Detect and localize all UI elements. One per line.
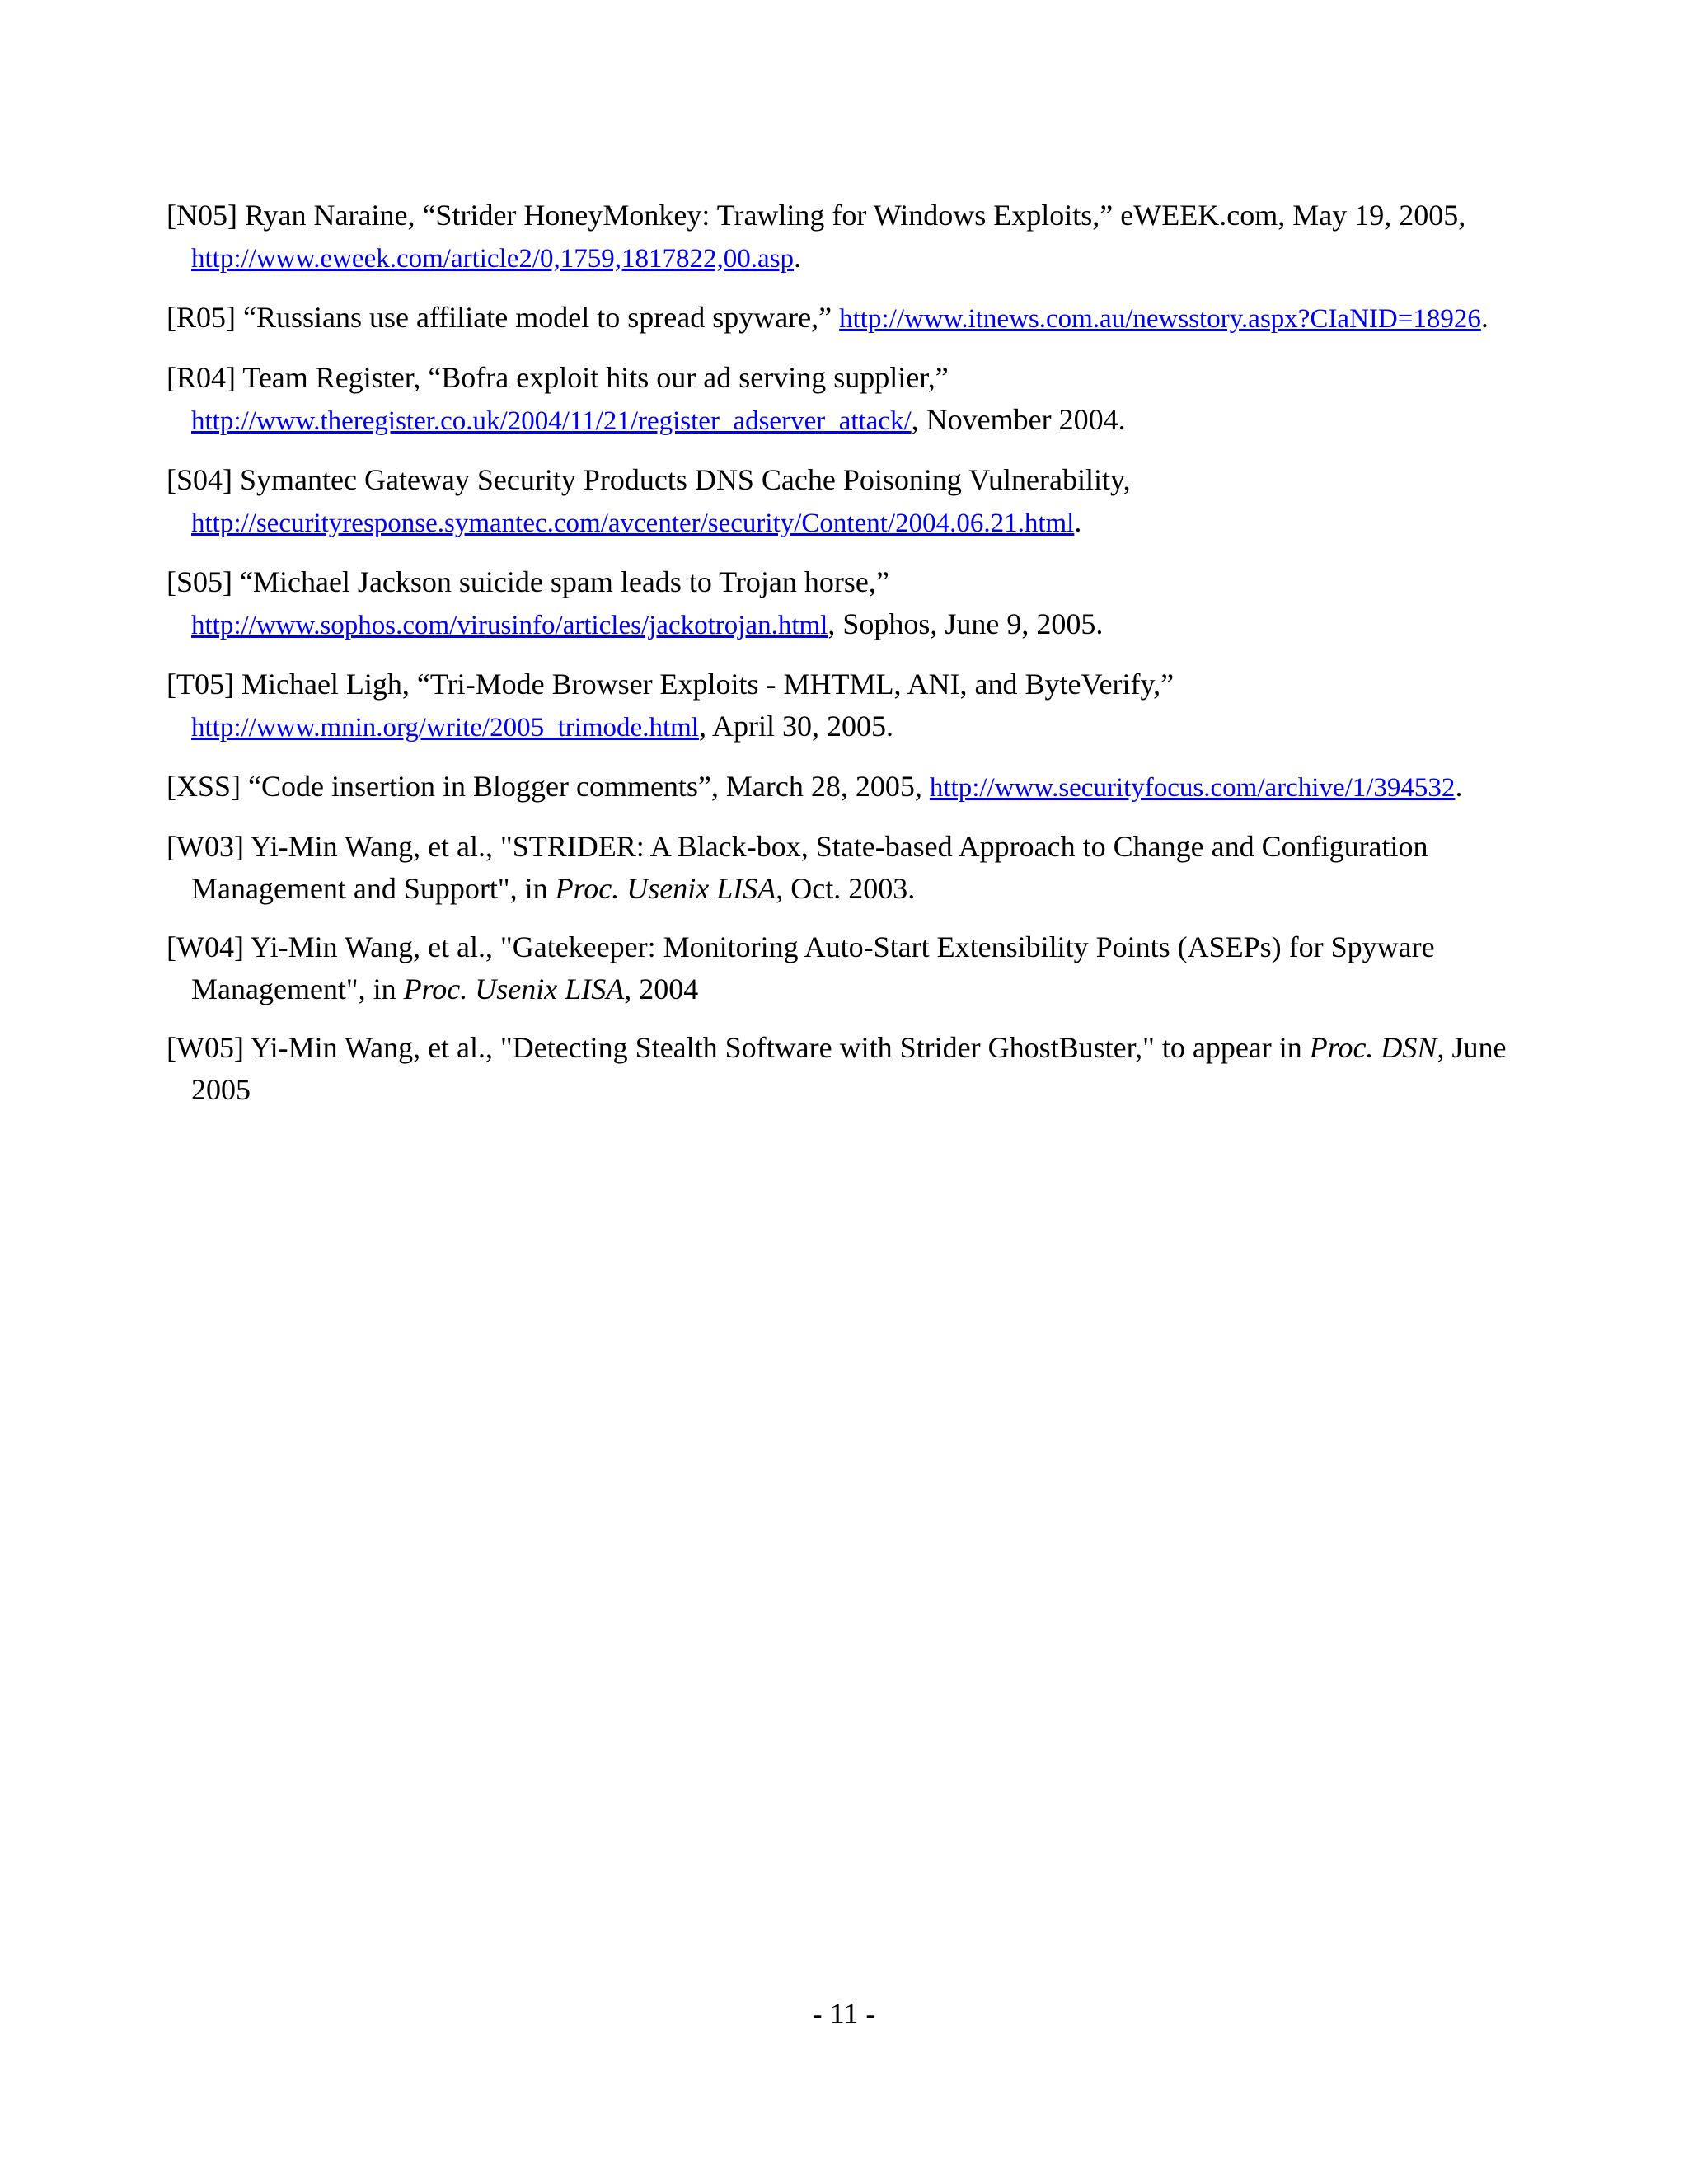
reference-suffix: . — [1074, 505, 1082, 538]
reference-text: “Russians use affiliate model to spread spyware,” — [236, 301, 840, 334]
reference-link[interactable]: http://www.theregister.co.uk/2004/11/21/register_adserver_attack/ — [191, 406, 912, 436]
reference-tag: [XSS] — [166, 770, 241, 803]
reference-tag: [N05] — [166, 199, 237, 232]
reference-link[interactable]: http://www.mnin.org/write/2005_trimode.html — [191, 713, 699, 743]
reference-tag: [T05] — [166, 668, 234, 701]
reference-s04 — [166, 459, 1535, 545]
reference-tag: [S04] — [166, 463, 232, 496]
reference-suffix: , 2004 — [624, 972, 699, 1005]
reference-n05 — [166, 194, 1535, 280]
reference-tag: [S05] — [166, 565, 232, 598]
reference-tag: [W03] — [166, 830, 244, 863]
reference-suffix: . — [794, 241, 802, 274]
reference-text: “Michael Jackson suicide spam leads to Trojan horse,” — [232, 565, 889, 598]
reference-text: Michael Ligh, “Tri-Mode Browser Exploits - MHTML, ANI, and ByteVerify,” — [233, 668, 1175, 701]
reference-suffix: . — [1455, 770, 1463, 803]
reference-tag: [R04] — [166, 361, 236, 394]
reference-link[interactable]: http://www.sophos.com/virusinfo/articles/jackotrojan.html — [191, 611, 828, 640]
reference-text: “Code insertion in Blogger comments”, March 28, 2005, — [241, 770, 930, 803]
reference-text: Yi-Min Wang, et al., "STRIDER: A Black-box, State-based Approach to Change and Configuration Management and Support", in — [191, 830, 1428, 905]
reference-suffix: , Sophos, June 9, 2005. — [828, 607, 1104, 640]
reference-text: Yi-Min Wang, et al., "Detecting Stealth Software with Strider GhostBuster," to appear in — [243, 1031, 1310, 1064]
page-number: - 11 - — [812, 1997, 876, 2030]
reference-tag: [W05] — [166, 1031, 244, 1064]
reference-s05 — [166, 561, 1535, 647]
reference-xss — [166, 766, 1535, 809]
reference-r04 — [166, 357, 1535, 443]
reference-suffix: , April 30, 2005. — [698, 710, 893, 743]
reference-link[interactable]: http://www.eweek.com/article2/0,1759,1817822,00.asp — [191, 244, 795, 274]
reference-text: Team Register, “Bofra exploit hits our ad serving supplier,” — [236, 361, 949, 394]
reference-link[interactable]: http://securityresponse.symantec.com/avcenter/security/Content/2004.06.21.html — [191, 509, 1075, 538]
reference-list — [166, 194, 1535, 1127]
reference-t05 — [166, 663, 1535, 749]
reference-text: Symantec Gateway Security Products DNS Cache Poisoning Vulnerability, — [232, 463, 1131, 496]
reference-text: Yi-Min Wang, et al., "Gatekeeper: Monitoring Auto-Start Extensibility Points (ASEPs) for Spyware Management", in — [191, 930, 1435, 1005]
reference-venue: Proc. DSN — [1309, 1031, 1437, 1064]
reference-tag: [R05] — [166, 301, 236, 334]
reference-venue: Proc. Usenix LISA — [555, 872, 776, 905]
reference-suffix: . — [1480, 301, 1489, 334]
reference-suffix: , Oct. 2003. — [776, 872, 916, 905]
reference-text: Ryan Naraine, “Strider HoneyMonkey: Trawling for Windows Exploits,” eWEEK.com, May 19, 2005, — [237, 199, 1466, 232]
reference-w05 — [166, 1027, 1535, 1111]
reference-w03 — [166, 826, 1535, 910]
reference-link[interactable]: http://www.itnews.com.au/newsstory.aspx?CIaNID=18926 — [839, 304, 1481, 334]
reference-suffix: , November 2004. — [911, 403, 1126, 436]
reference-tag: [W04] — [166, 930, 244, 963]
reference-link[interactable]: http://www.securityfocus.com/archive/1/394532 — [929, 773, 1456, 803]
reference-venue: Proc. Usenix LISA — [403, 972, 625, 1005]
reference-r05 — [166, 297, 1535, 340]
reference-w04 — [166, 926, 1535, 1010]
reference-suffix: , June 2005 — [191, 1031, 1507, 1106]
